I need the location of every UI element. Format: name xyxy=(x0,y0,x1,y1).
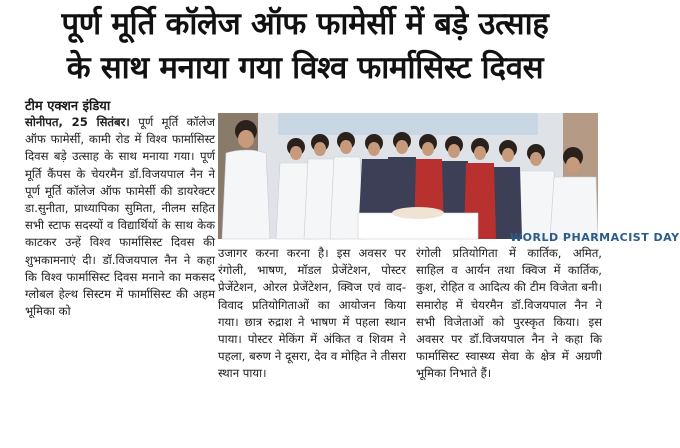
event-photo-illustration xyxy=(218,113,598,239)
headline-line-1: पूर्ण मूर्ति कॉलेज ऑफ फामेर्सी में बड़े उत्साह xyxy=(61,6,549,42)
byline-agency: टीम एक्शन इंडिया xyxy=(25,99,111,114)
article-column-1 xyxy=(25,114,215,320)
headline xyxy=(6,2,604,90)
headline-line-2: के साथ मनाया गया विश्व फार्मासिस्ट दिवस xyxy=(66,50,544,86)
article-column-3: रंगोली प्रतियोगिता में कार्तिक, अमित, साहिल व आर्यन तथा क्विज में कार्तिक, कुश, रोहित व आदित्य की टीम विजेता बनी। समारोह में चेयरमैन डॉ.विजयपाल नैन ने सभी विजेताओं को पुरस्कृत किया। इस अवसर पर डॉ.विजयपाल नैन ने कहा कि फार्मासिस्ट स्वास्थ्य सेवा के क्षेत्र में अग्रणी भूमिका निभाते हैं। xyxy=(416,246,602,381)
event-photo xyxy=(218,113,680,244)
article-lead-text: पूर्ण मूर्ति कॉलेज ऑफ फामेर्सी, कामी रोड में विश्व फार्मासिस्ट दिवस बड़े उत्साह के साथ मनाया गया। पूर्ण मूर्ति कैंपस के चेयरमैन डॉ.विजयपाल नैन ने पूर्ण मूर्ति कॉलेज ऑफ फामेर्सी की डायरेक्टर डा.सुनीता, प्राध्यापिका सुमिता, नीलम सहित सभी स्टाफ सदस्यों व विद्यार्थियों के साथ केक काटकर उन्हें विश्व फार्मासिस्ट दिवस की शुभकामनाएं दी। डॉ.विजयपाल नैन ने कहा कि विश्व फार्मासिस्ट दिवस मनाने का मकसद ग्लोबल हेल्थ सिस्टम में फार्मासिस्ट की अहम भूमिका को xyxy=(25,115,215,319)
article-column-2: उजागर करना करना है। इस अवसर पर रंगोली, भाषण, मॉडल प्रेजेंटेशन, पोस्टर प्रेजेंटेशन, ओरल प्रेजेंटेशन, क्विज एवं वाद-विवाद प्रतियोगिताओं का आयोजन किया गया। छात्र रुद्राश ने भाषण में पहला स्थान पाया। पोस्टर मेकिंग में अंकित व शिवम ने पहला, बरुण ने दूसरा, देव व मोहित ने तीसरा स्थान पाया। xyxy=(218,246,406,381)
photo-banner-text: WORLD PHARMACIST DAY xyxy=(510,231,680,244)
dateline: सोनीपत, 25 सितंबर। xyxy=(25,115,130,129)
